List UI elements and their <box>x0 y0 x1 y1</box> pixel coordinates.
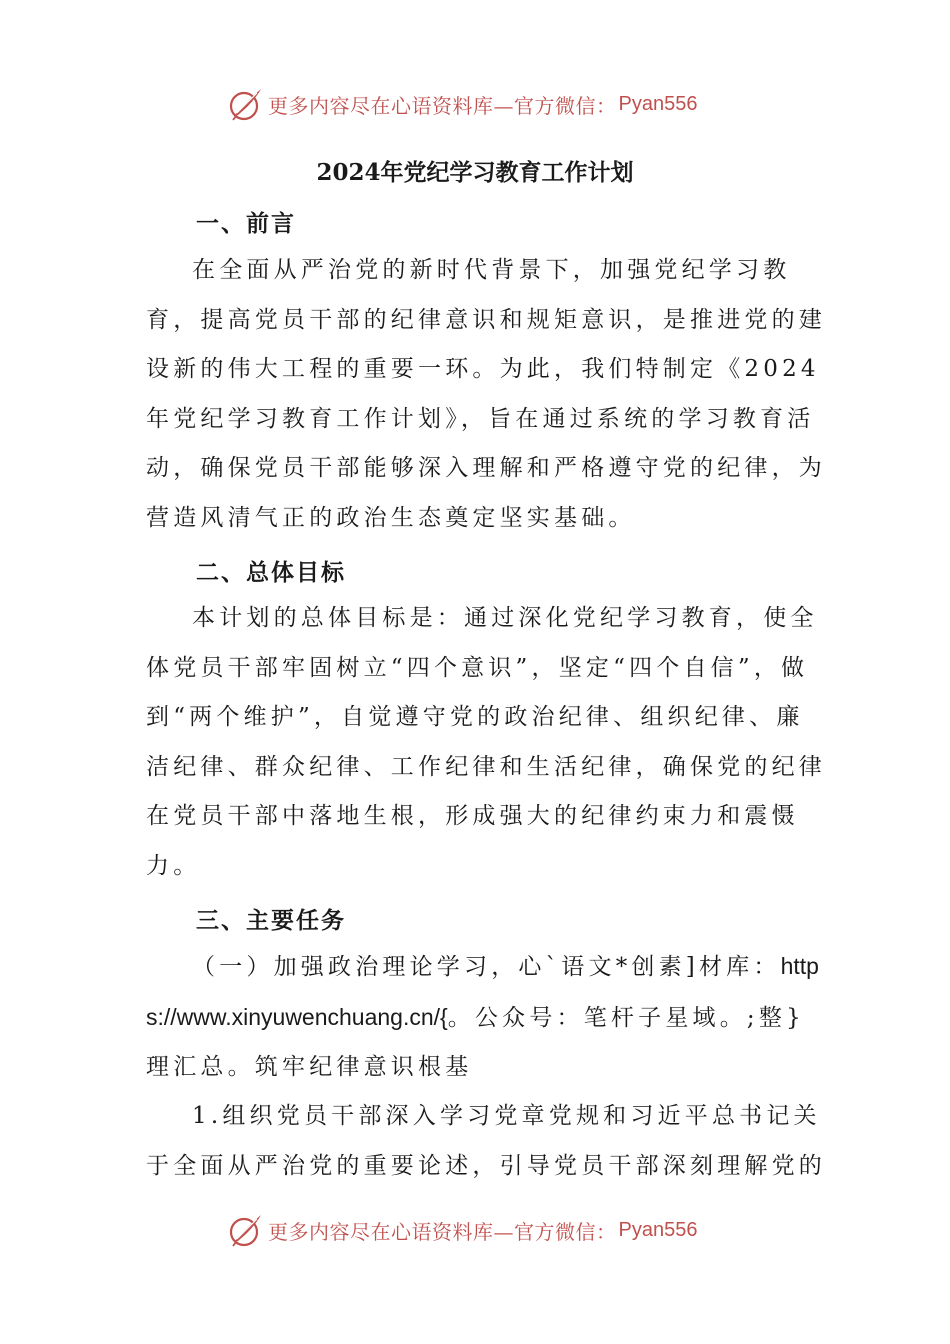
banner-wechat-id: Pyan556 <box>618 92 698 115</box>
section-heading-preface: 一、前言 <box>196 210 296 237</box>
banner-wechat-id: Pyan556 <box>618 1218 698 1241</box>
banner-text: 更多内容尽在心语资料库—官方微信： <box>268 93 617 118</box>
task-item-1-text: （一）加强政治理论学习，心`语文*创素]材库： <box>192 954 781 980</box>
task-item-1 <box>146 942 826 1093</box>
task-item-1-rest: 。公众号：笔杆子星域。;整}理汇总。筑牢纪律意识根基 <box>146 1004 805 1081</box>
watermark-banner-bottom <box>228 1210 697 1250</box>
document-title: 2024年党纪学习教育工作计划 <box>316 159 634 186</box>
section-heading-tasks: 三、主要任务 <box>196 907 346 934</box>
quill-pen-logo-icon <box>228 86 264 122</box>
task-point-1: 1.组织党员干部深入学习党章党规和习近平总书记关于全面从严治党的重要论述，引导党员干部深刻理解党的 <box>146 1103 826 1179</box>
section-heading-goals: 二、总体目标 <box>196 559 346 586</box>
website-url: https://www.xinyuwenchuang.cn/{ <box>146 953 819 1030</box>
quill-pen-logo-icon <box>228 1212 264 1248</box>
preface-paragraph: 在全面从严治党的新时代背景下，加强党纪学习教育，提高党员干部的纪律意识和规矩意识，是推进党的建设新的伟大工程的重要一环。为此，我们特制定《2024年党纪学习教育工作计划》，旨在通过系统的学习教育活动，确保党员干部能够深入理解和严格遵守党的纪律，为营造风清气正的政治生态奠定坚实基础。 <box>146 257 826 531</box>
banner-text: 更多内容尽在心语资料库—官方微信： <box>268 1219 617 1244</box>
goals-paragraph: 本计划的总体目标是：通过深化党纪学习教育，使全体党员干部牢固树立“四个意识”，坚定“四个自信”，做到“两个维护”，自觉遵守党的政治纪律、组织纪律、廉洁纪律、群众纪律、工作纪律和生活纪律，确保党的纪律在党员干部中落地生根，形成强大的纪律约束力和震慑力。 <box>146 605 826 879</box>
watermark-banner-top <box>228 84 697 124</box>
